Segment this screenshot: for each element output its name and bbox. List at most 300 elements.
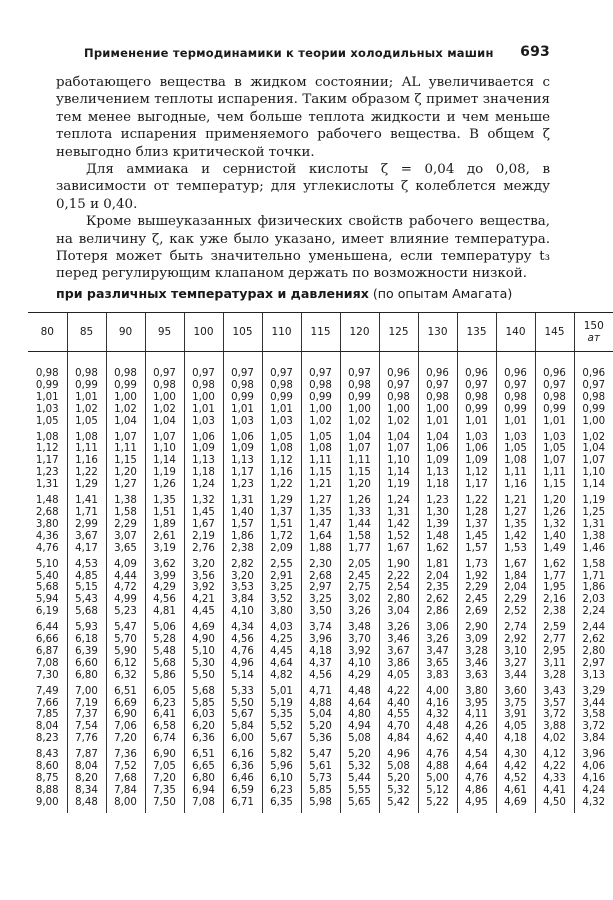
cell-value: 3,84 bbox=[231, 594, 254, 606]
cell-value: 4,99 bbox=[114, 594, 137, 606]
cell-value: 1,27 bbox=[309, 495, 332, 507]
cell-value: 4,80 bbox=[348, 709, 371, 721]
cell-value: 1,04 bbox=[426, 431, 449, 443]
table-cell bbox=[340, 618, 379, 682]
cell-value: 4,41 bbox=[543, 784, 566, 796]
cell-value: 1,77 bbox=[543, 570, 566, 582]
cell-value: 1,51 bbox=[153, 506, 176, 518]
cell-value: 1,01 bbox=[270, 403, 293, 415]
table-cell bbox=[106, 555, 145, 619]
cell-value: 1,31 bbox=[35, 479, 59, 491]
cell-value: 5,68 bbox=[35, 582, 59, 594]
table-cell bbox=[145, 682, 184, 746]
cell-value: 6,51 bbox=[114, 685, 137, 697]
cell-value: 4,54 bbox=[465, 749, 488, 761]
cell-value: 5,00 bbox=[426, 773, 449, 784]
page-number: 693 bbox=[520, 44, 550, 60]
cell-value: 5,22 bbox=[426, 796, 449, 808]
table-caption-bold: при различных температурах и давлениях bbox=[56, 286, 369, 301]
cell-value: 1,11 bbox=[348, 455, 371, 467]
cell-value: 1,73 bbox=[465, 558, 488, 570]
table-cell bbox=[145, 428, 184, 492]
table-cell bbox=[535, 555, 574, 619]
table-cell bbox=[223, 682, 262, 746]
table-cell bbox=[106, 618, 145, 682]
cell-value: 8,88 bbox=[35, 784, 59, 796]
table-row-group bbox=[28, 682, 613, 746]
table-cell bbox=[535, 618, 574, 682]
cell-value: 3,65 bbox=[114, 542, 137, 554]
cell-value: 1,03 bbox=[231, 415, 254, 427]
cell-value: 3,29 bbox=[582, 685, 606, 697]
cell-value: 7,84 bbox=[114, 784, 137, 796]
cell-value: 1,18 bbox=[426, 479, 449, 491]
cell-value: 7,19 bbox=[75, 697, 98, 709]
cell-value: 1,35 bbox=[504, 518, 527, 530]
table-body bbox=[28, 352, 613, 813]
cell-value: 4,81 bbox=[153, 606, 176, 618]
cell-value: 1,08 bbox=[270, 443, 293, 455]
cell-value: 6,23 bbox=[153, 697, 176, 709]
cell-value: 1,46 bbox=[582, 542, 606, 554]
cell-value: 3,02 bbox=[348, 594, 371, 606]
cell-value: 6,51 bbox=[192, 749, 215, 761]
cell-value: 1,04 bbox=[153, 415, 176, 427]
cell-value: 1,62 bbox=[543, 558, 566, 570]
table-cell bbox=[184, 428, 223, 492]
cell-value: 2,77 bbox=[543, 634, 566, 646]
cell-value: 1,07 bbox=[543, 455, 566, 467]
column-header-value: 150 bbox=[583, 320, 604, 332]
cell-value: 2,22 bbox=[387, 570, 410, 582]
cell-value: 0,96 bbox=[543, 368, 566, 379]
cell-value: 0,97 bbox=[348, 368, 371, 379]
cell-value: 1,29 bbox=[270, 495, 293, 507]
cell-value: 5,85 bbox=[309, 784, 332, 796]
cell-value: 2,38 bbox=[543, 606, 566, 618]
table-cell bbox=[145, 491, 184, 555]
cell-value: 6,39 bbox=[75, 645, 98, 657]
cell-value: 5,14 bbox=[231, 669, 254, 681]
cell-value: 4,18 bbox=[309, 645, 332, 657]
cell-value: 1,19 bbox=[153, 467, 176, 479]
table-cell bbox=[457, 745, 496, 813]
cell-value: 1,09 bbox=[192, 443, 215, 455]
column-header: 145 bbox=[535, 313, 574, 352]
cell-value: 5,47 bbox=[309, 749, 332, 761]
cell-value: 6,80 bbox=[75, 669, 98, 681]
cell-value: 8,34 bbox=[75, 784, 98, 796]
cell-value: 2,92 bbox=[504, 634, 527, 646]
cell-value: 1,00 bbox=[426, 403, 449, 415]
cell-value: 5,32 bbox=[348, 761, 371, 773]
cell-value: 8,23 bbox=[35, 733, 59, 745]
cell-value: 1,02 bbox=[387, 415, 410, 427]
cell-value: 3,84 bbox=[582, 733, 606, 745]
table-cell bbox=[340, 352, 379, 428]
cell-value: 2,97 bbox=[582, 657, 606, 669]
table-cell bbox=[67, 745, 106, 813]
cell-value: 1,06 bbox=[231, 431, 254, 443]
cell-value: 2,69 bbox=[465, 606, 488, 618]
cell-value: 3,13 bbox=[582, 669, 606, 681]
cell-value: 1,01 bbox=[231, 403, 254, 415]
cell-value: 4,06 bbox=[582, 761, 606, 773]
cell-value: 5,50 bbox=[192, 669, 215, 681]
cell-value: 3,60 bbox=[504, 685, 527, 697]
cell-value: 1,00 bbox=[387, 403, 410, 415]
table-cell bbox=[28, 682, 67, 746]
cell-value: 1,16 bbox=[270, 467, 293, 479]
cell-value: 1,06 bbox=[465, 443, 488, 455]
cell-value: 1,26 bbox=[348, 495, 371, 507]
cell-value: 0,98 bbox=[426, 391, 449, 403]
cell-value: 1,02 bbox=[153, 403, 176, 415]
table-row-group bbox=[28, 428, 613, 492]
cell-value: 1,57 bbox=[231, 518, 254, 530]
cell-value: 3,46 bbox=[387, 634, 410, 646]
cell-value: 3,52 bbox=[270, 594, 293, 606]
cell-value: 7,36 bbox=[114, 749, 137, 761]
cell-value: 1,24 bbox=[192, 479, 215, 491]
cell-value: 1,07 bbox=[348, 443, 371, 455]
cell-value: 5,96 bbox=[270, 761, 293, 773]
compressibility-table bbox=[28, 312, 613, 813]
cell-value: 1,01 bbox=[192, 403, 215, 415]
cell-value: 5,47 bbox=[114, 622, 137, 634]
cell-value: 5,82 bbox=[270, 749, 293, 761]
cell-value: 5,48 bbox=[153, 645, 176, 657]
cell-value: 4,34 bbox=[231, 622, 254, 634]
cell-value: 3,26 bbox=[387, 622, 410, 634]
cell-value: 1,04 bbox=[348, 431, 371, 443]
cell-value: 1,01 bbox=[465, 415, 488, 427]
cell-value: 1,12 bbox=[465, 467, 488, 479]
cell-value: 0,96 bbox=[465, 368, 488, 379]
table-cell bbox=[28, 745, 67, 813]
cell-value: 9,00 bbox=[35, 796, 59, 808]
table-cell bbox=[574, 745, 613, 813]
cell-value: 1,23 bbox=[35, 467, 59, 479]
cell-value: 0,98 bbox=[35, 368, 59, 379]
cell-value: 1,71 bbox=[75, 506, 98, 518]
table-cell bbox=[106, 682, 145, 746]
cell-value: 1,23 bbox=[231, 479, 254, 491]
cell-value: 6,32 bbox=[114, 669, 137, 681]
cell-value: 4,72 bbox=[114, 582, 137, 594]
cell-value: 5,61 bbox=[309, 761, 332, 773]
cell-value: 4,56 bbox=[153, 594, 176, 606]
cell-value: 1,57 bbox=[465, 542, 488, 554]
table-cell bbox=[28, 618, 67, 682]
cell-value: 0,98 bbox=[270, 379, 293, 391]
cell-value: 1,00 bbox=[309, 403, 332, 415]
cell-value: 4,32 bbox=[582, 796, 606, 808]
cell-value: 2,82 bbox=[231, 558, 254, 570]
cell-value: 5,01 bbox=[270, 685, 293, 697]
table-cell bbox=[379, 745, 418, 813]
cell-value: 6,71 bbox=[231, 796, 254, 808]
cell-value: 1,11 bbox=[309, 455, 332, 467]
cell-value: 1,86 bbox=[231, 530, 254, 542]
cell-value: 2,35 bbox=[426, 582, 449, 594]
column-header: 120 bbox=[340, 313, 379, 352]
cell-value: 3,70 bbox=[348, 634, 371, 646]
cell-value: 3,95 bbox=[465, 697, 488, 709]
cell-value: 4,32 bbox=[426, 709, 449, 721]
cell-value: 1,11 bbox=[504, 467, 527, 479]
cell-value: 1,16 bbox=[504, 479, 527, 491]
cell-value: 5,68 bbox=[75, 606, 98, 618]
cell-value: 2,80 bbox=[387, 594, 410, 606]
cell-value: 7,52 bbox=[114, 761, 137, 773]
cell-value: 1,02 bbox=[114, 403, 137, 415]
cell-value: 1,07 bbox=[582, 455, 606, 467]
table-cell bbox=[418, 555, 457, 619]
cell-value: 3,44 bbox=[582, 697, 606, 709]
cell-value: 2,38 bbox=[231, 542, 254, 554]
cell-value: 1,08 bbox=[35, 431, 59, 443]
cell-value: 3,57 bbox=[543, 697, 566, 709]
cell-value: 2,62 bbox=[426, 594, 449, 606]
table-cell bbox=[379, 555, 418, 619]
cell-value: 1,00 bbox=[114, 391, 137, 403]
cell-value: 6,66 bbox=[35, 634, 59, 646]
table-cell bbox=[28, 555, 67, 619]
cell-value: 0,99 bbox=[504, 403, 527, 415]
cell-value: 5,28 bbox=[153, 634, 176, 646]
cell-value: 6,10 bbox=[270, 773, 293, 784]
cell-value: 3,53 bbox=[231, 582, 254, 594]
table-cell bbox=[574, 491, 613, 555]
cell-value: 1,01 bbox=[426, 415, 449, 427]
cell-value: 5,40 bbox=[35, 570, 59, 582]
cell-value: 1,00 bbox=[192, 391, 215, 403]
table-cell bbox=[223, 618, 262, 682]
cell-value: 4,88 bbox=[426, 761, 449, 773]
table-cell bbox=[574, 682, 613, 746]
cell-value: 1,35 bbox=[153, 495, 176, 507]
cell-value: 2,68 bbox=[35, 506, 59, 518]
cell-value: 3,88 bbox=[543, 721, 566, 733]
cell-value: 1,26 bbox=[153, 479, 176, 491]
column-header: 110 bbox=[262, 313, 301, 352]
cell-value: 1,07 bbox=[153, 431, 176, 443]
cell-value: 1,20 bbox=[348, 479, 371, 491]
cell-value: 1,31 bbox=[582, 518, 606, 530]
cell-value: 1,67 bbox=[387, 542, 410, 554]
cell-value: 0,99 bbox=[75, 379, 98, 391]
cell-value: 1,02 bbox=[309, 415, 332, 427]
cell-value: 1,27 bbox=[504, 506, 527, 518]
cell-value: 1,17 bbox=[35, 455, 59, 467]
cell-value: 5,33 bbox=[231, 685, 254, 697]
cell-value: 5,98 bbox=[309, 796, 332, 808]
cell-value: 2,44 bbox=[582, 622, 606, 634]
cell-value: 1,03 bbox=[543, 431, 566, 443]
cell-value: 3,67 bbox=[387, 645, 410, 657]
cell-value: 0,97 bbox=[309, 368, 332, 379]
cell-value: 0,98 bbox=[348, 379, 371, 391]
cell-value: 2,04 bbox=[504, 582, 527, 594]
cell-value: 1,03 bbox=[192, 415, 215, 427]
cell-value: 0,98 bbox=[75, 368, 98, 379]
cell-value: 1,15 bbox=[348, 467, 371, 479]
cell-value: 1,64 bbox=[309, 530, 332, 542]
cell-value: 0,96 bbox=[426, 368, 449, 379]
cell-value: 4,53 bbox=[75, 558, 98, 570]
cell-value: 1,84 bbox=[504, 570, 527, 582]
cell-value: 3,04 bbox=[387, 606, 410, 618]
cell-value: 1,88 bbox=[309, 542, 332, 554]
cell-value: 3,48 bbox=[348, 622, 371, 634]
cell-value: 5,36 bbox=[309, 733, 332, 745]
cell-value: 4,29 bbox=[348, 669, 371, 681]
cell-value: 3,47 bbox=[426, 645, 449, 657]
cell-value: 0,96 bbox=[387, 368, 410, 379]
cell-value: 0,99 bbox=[582, 403, 606, 415]
cell-value: 7,49 bbox=[35, 685, 59, 697]
cell-value: 3,86 bbox=[387, 657, 410, 669]
cell-value: 3,56 bbox=[192, 570, 215, 582]
cell-value: 5,12 bbox=[426, 784, 449, 796]
cell-value: 1,95 bbox=[543, 582, 566, 594]
cell-value: 1,47 bbox=[309, 518, 332, 530]
cell-value: 7,00 bbox=[75, 685, 98, 697]
cell-value: 3,75 bbox=[504, 697, 527, 709]
cell-value: 4,09 bbox=[114, 558, 137, 570]
column-header: 90 bbox=[106, 313, 145, 352]
cell-value: 4,64 bbox=[270, 657, 293, 669]
cell-value: 1,58 bbox=[348, 530, 371, 542]
cell-value: 2,29 bbox=[465, 582, 488, 594]
cell-value: 1,10 bbox=[582, 467, 606, 479]
table-cell bbox=[145, 352, 184, 428]
cell-value: 3,25 bbox=[270, 582, 293, 594]
cell-value: 1,11 bbox=[114, 443, 137, 455]
cell-value: 2,80 bbox=[582, 645, 606, 657]
cell-value: 0,97 bbox=[192, 368, 215, 379]
cell-value: 1,16 bbox=[75, 455, 98, 467]
column-header: 140 bbox=[496, 313, 535, 352]
table-cell bbox=[223, 352, 262, 428]
table-cell bbox=[301, 352, 340, 428]
cell-value: 0,98 bbox=[192, 379, 215, 391]
cell-value: 1,00 bbox=[153, 391, 176, 403]
cell-value: 0,98 bbox=[114, 368, 137, 379]
cell-value: 4,88 bbox=[309, 697, 332, 709]
cell-value: 4,55 bbox=[387, 709, 410, 721]
table-cell bbox=[340, 491, 379, 555]
cell-value: 7,68 bbox=[114, 773, 137, 784]
table-cell bbox=[574, 555, 613, 619]
cell-value: 5,06 bbox=[153, 622, 176, 634]
table-cell bbox=[262, 682, 301, 746]
cell-value: 4,76 bbox=[426, 749, 449, 761]
cell-value: 2,19 bbox=[192, 530, 215, 542]
cell-value: 1,42 bbox=[387, 518, 410, 530]
cell-value: 1,21 bbox=[504, 495, 527, 507]
cell-value: 7,35 bbox=[153, 784, 176, 796]
cell-value: 4,64 bbox=[465, 761, 488, 773]
cell-value: 4,56 bbox=[309, 669, 332, 681]
column-header: 135 bbox=[457, 313, 496, 352]
cell-value: 6,23 bbox=[270, 784, 293, 796]
paragraph-1: работающего вещества в жидком состоянии; AL увеличивается с увеличением теплоты испарения. Таким образом ζ примет значения тем менее выгодные, чем больше теплота жидкости и чем меньше теплота испарения применяемого рабочего вещества. В общем ζ невыгодно близ критической точки. bbox=[56, 75, 550, 160]
cell-value: 2,91 bbox=[270, 570, 293, 582]
cell-value: 4,84 bbox=[387, 733, 410, 745]
table-cell bbox=[496, 352, 535, 428]
cell-value: 6,69 bbox=[114, 697, 137, 709]
cell-value: 6,12 bbox=[114, 657, 137, 669]
cell-value: 1,05 bbox=[543, 443, 566, 455]
cell-value: 1,14 bbox=[582, 479, 606, 491]
cell-value: 2,54 bbox=[387, 582, 410, 594]
cell-value: 1,40 bbox=[543, 530, 566, 542]
cell-value: 6,00 bbox=[231, 733, 254, 745]
cell-value: 3,63 bbox=[465, 669, 488, 681]
cell-value: 7,20 bbox=[153, 773, 176, 784]
cell-value: 6,65 bbox=[192, 761, 215, 773]
table-cell bbox=[301, 682, 340, 746]
cell-value: 8,04 bbox=[35, 721, 59, 733]
cell-value: 2,03 bbox=[582, 594, 606, 606]
table-cell bbox=[496, 555, 535, 619]
cell-value: 3,20 bbox=[231, 570, 254, 582]
cell-value: 1,25 bbox=[582, 506, 606, 518]
cell-value: 4,64 bbox=[348, 697, 371, 709]
cell-value: 1,05 bbox=[35, 415, 59, 427]
table-cell bbox=[496, 491, 535, 555]
cell-value: 8,48 bbox=[75, 796, 98, 808]
table-cell bbox=[67, 428, 106, 492]
cell-value: 1,72 bbox=[270, 530, 293, 542]
cell-value: 1,67 bbox=[504, 558, 527, 570]
cell-value: 3,26 bbox=[348, 606, 371, 618]
cell-value: 1,32 bbox=[192, 495, 215, 507]
cell-value: 0,96 bbox=[504, 368, 527, 379]
column-header-unit: ат bbox=[587, 332, 601, 344]
table-cell bbox=[145, 745, 184, 813]
cell-value: 1,02 bbox=[348, 415, 371, 427]
table-row-group bbox=[28, 618, 613, 682]
cell-value: 7,06 bbox=[114, 721, 137, 733]
cell-value: 1,19 bbox=[582, 495, 606, 507]
table-cell bbox=[301, 491, 340, 555]
cell-value: 5,43 bbox=[75, 594, 98, 606]
cell-value: 3,44 bbox=[504, 669, 527, 681]
cell-value: 1,04 bbox=[387, 431, 410, 443]
cell-value: 4,69 bbox=[504, 796, 527, 808]
table-cell bbox=[223, 428, 262, 492]
cell-value: 5,20 bbox=[348, 749, 371, 761]
cell-value: 3,62 bbox=[153, 558, 176, 570]
cell-value: 1,03 bbox=[504, 431, 527, 443]
cell-value: 4,85 bbox=[75, 570, 98, 582]
cell-value: 1,08 bbox=[504, 455, 527, 467]
cell-value: 1,13 bbox=[192, 455, 215, 467]
cell-value: 1,10 bbox=[387, 455, 410, 467]
cell-value: 7,08 bbox=[35, 657, 59, 669]
cell-value: 1,48 bbox=[35, 495, 59, 507]
cell-value: 5,52 bbox=[270, 721, 293, 733]
cell-value: 4,76 bbox=[35, 542, 59, 554]
table-cell bbox=[418, 491, 457, 555]
cell-value: 3,67 bbox=[75, 530, 98, 542]
cell-value: 0,98 bbox=[465, 391, 488, 403]
cell-value: 5,23 bbox=[114, 606, 137, 618]
cell-value: 3,46 bbox=[465, 657, 488, 669]
